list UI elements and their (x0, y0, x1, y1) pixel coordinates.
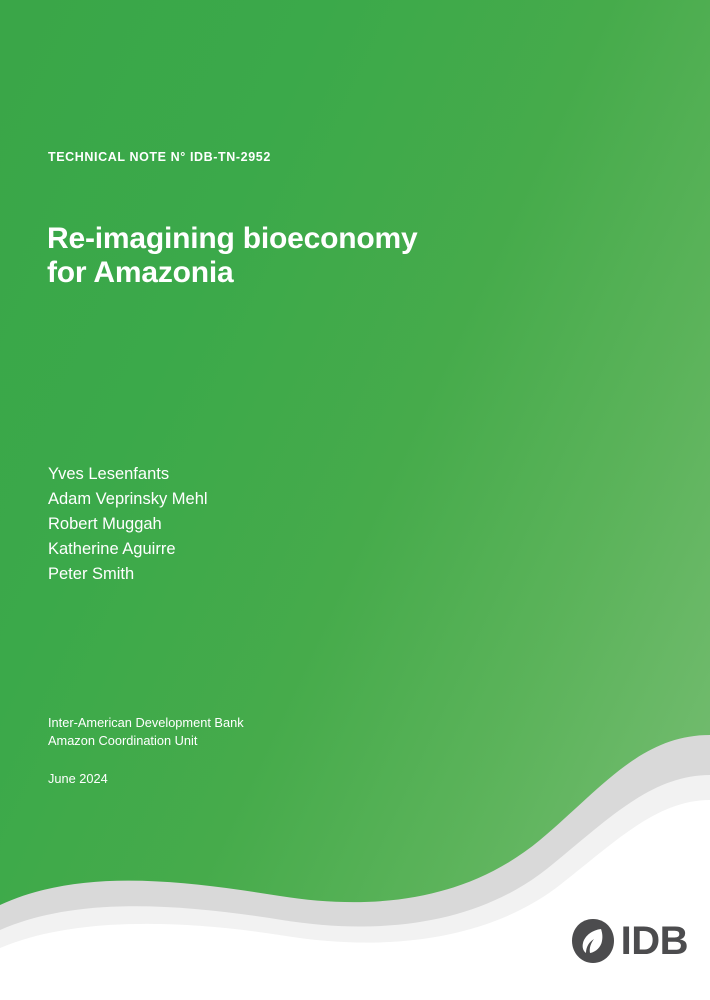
idb-logo-text: IDB (620, 919, 688, 963)
author-item: Yves Lesenfants (48, 465, 170, 483)
series-label: TECHNICAL NOTE N° IDB-TN-2952 (48, 150, 271, 164)
organization-line-1: Inter-American Development Bank (48, 715, 244, 730)
page-title (47, 222, 567, 289)
organization (48, 714, 244, 750)
author-item: Katherine Aguirre (48, 540, 176, 559)
title-line-2: for Amazonia (47, 255, 234, 289)
idb-logo (571, 918, 688, 964)
publication-date: June 2024 (48, 771, 108, 786)
idb-leaf-icon (571, 918, 615, 964)
author-item: Peter Smith (48, 565, 135, 584)
organization-line-2: Amazon Coordination Unit (48, 733, 198, 749)
title-line-1: Re-imagining bioeconomy (47, 222, 418, 255)
author-item: Robert Muggah (48, 515, 162, 534)
author-list (48, 462, 208, 587)
author-item: Adam Veprinsky Mehl (48, 490, 208, 509)
